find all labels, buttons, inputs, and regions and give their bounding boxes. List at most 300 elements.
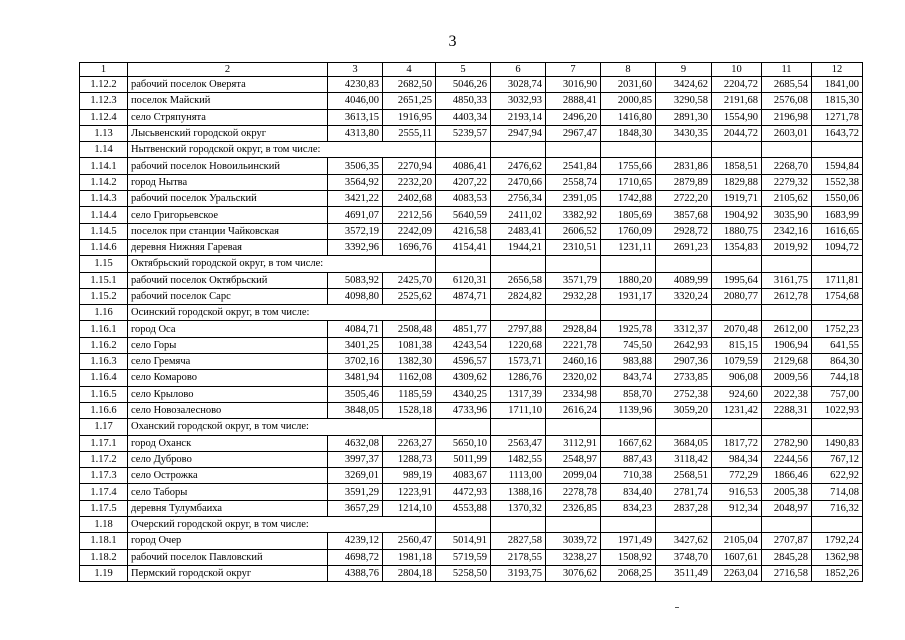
empty-cell bbox=[762, 517, 812, 533]
empty-cell bbox=[712, 419, 762, 435]
value-cell: 1805,69 bbox=[601, 207, 656, 223]
header-cell: 10 bbox=[712, 63, 762, 77]
value-cell: 1490,83 bbox=[812, 435, 863, 451]
section-title: Очерский городской округ, в том числе: bbox=[128, 517, 436, 533]
value-cell: 1185,59 bbox=[383, 386, 436, 402]
header-cell: 5 bbox=[436, 63, 491, 77]
value-cell: 1594,84 bbox=[812, 158, 863, 174]
value-cell: 834,40 bbox=[601, 484, 656, 500]
header-cell: 1 bbox=[80, 63, 128, 77]
row-code: 1.17 bbox=[80, 419, 128, 435]
value-cell: 2891,30 bbox=[656, 109, 712, 125]
value-cell: 1754,68 bbox=[812, 288, 863, 304]
value-cell: 4388,76 bbox=[328, 565, 383, 581]
value-cell: 1079,59 bbox=[712, 354, 762, 370]
value-cell: 2733,85 bbox=[656, 370, 712, 386]
value-cell: 1760,09 bbox=[601, 223, 656, 239]
value-cell: 757,00 bbox=[812, 386, 863, 402]
value-cell: 2470,66 bbox=[491, 174, 546, 190]
value-cell: 3657,29 bbox=[328, 500, 383, 516]
section-row bbox=[80, 517, 863, 533]
row-name: город Оса bbox=[128, 321, 328, 337]
value-cell: 6120,31 bbox=[436, 272, 491, 288]
row-code: 1.17.2 bbox=[80, 451, 128, 467]
value-cell: 716,32 bbox=[812, 500, 863, 516]
row-name: село Григорьевское bbox=[128, 207, 328, 223]
value-cell: 2129,68 bbox=[762, 354, 812, 370]
value-cell: 3511,49 bbox=[656, 565, 712, 581]
value-cell: 4239,12 bbox=[328, 533, 383, 549]
table-row bbox=[80, 109, 863, 125]
row-code: 1.14.5 bbox=[80, 223, 128, 239]
value-cell: 2022,38 bbox=[762, 386, 812, 402]
value-cell: 1925,78 bbox=[601, 321, 656, 337]
header-cell: 4 bbox=[383, 63, 436, 77]
row-code: 1.17.3 bbox=[80, 468, 128, 484]
row-name: село Новозалесново bbox=[128, 402, 328, 418]
row-code: 1.16.6 bbox=[80, 402, 128, 418]
empty-cell bbox=[656, 517, 712, 533]
value-cell: 3032,93 bbox=[491, 93, 546, 109]
table-row bbox=[80, 484, 863, 500]
value-cell: 2204,72 bbox=[712, 77, 762, 93]
empty-cell bbox=[812, 517, 863, 533]
value-cell: 1162,08 bbox=[383, 370, 436, 386]
value-cell: 2525,62 bbox=[383, 288, 436, 304]
value-cell: 2334,98 bbox=[546, 386, 601, 402]
value-cell: 815,15 bbox=[712, 337, 762, 353]
value-cell: 3392,96 bbox=[328, 239, 383, 255]
value-cell: 1113,00 bbox=[491, 468, 546, 484]
section-title: Оханский городской округ, в том числе: bbox=[128, 419, 436, 435]
table-row bbox=[80, 549, 863, 565]
value-cell: 2476,62 bbox=[491, 158, 546, 174]
value-cell: 4207,22 bbox=[436, 174, 491, 190]
value-cell: 1370,32 bbox=[491, 500, 546, 516]
value-cell: 1643,72 bbox=[812, 125, 863, 141]
value-cell: 1916,95 bbox=[383, 109, 436, 125]
value-cell: 2483,41 bbox=[491, 223, 546, 239]
value-cell: 2009,56 bbox=[762, 370, 812, 386]
value-cell: 2460,16 bbox=[546, 354, 601, 370]
value-cell: 983,88 bbox=[601, 354, 656, 370]
value-cell: 2278,78 bbox=[546, 484, 601, 500]
value-cell: 3427,62 bbox=[656, 533, 712, 549]
value-cell: 767,12 bbox=[812, 451, 863, 467]
value-cell: 4230,83 bbox=[328, 77, 383, 93]
value-cell: 1482,55 bbox=[491, 451, 546, 467]
page-number: 3 bbox=[448, 33, 457, 50]
value-cell: 1616,65 bbox=[812, 223, 863, 239]
row-code: 1.19 bbox=[80, 565, 128, 581]
value-cell: 1815,30 bbox=[812, 93, 863, 109]
value-cell: 2907,36 bbox=[656, 354, 712, 370]
value-cell: 1710,65 bbox=[601, 174, 656, 190]
table-row bbox=[80, 451, 863, 467]
value-cell: 1752,23 bbox=[812, 321, 863, 337]
value-cell: 3421,22 bbox=[328, 191, 383, 207]
row-name: рабочий поселок Октябрьский bbox=[128, 272, 328, 288]
value-cell: 1388,16 bbox=[491, 484, 546, 500]
value-cell: 2722,20 bbox=[656, 191, 712, 207]
value-cell: 3564,92 bbox=[328, 174, 383, 190]
value-cell: 4083,53 bbox=[436, 191, 491, 207]
row-code: 1.15 bbox=[80, 256, 128, 272]
empty-cell bbox=[491, 517, 546, 533]
value-cell: 1711,10 bbox=[491, 402, 546, 418]
value-cell: 858,70 bbox=[601, 386, 656, 402]
value-cell: 4083,67 bbox=[436, 468, 491, 484]
value-cell: 1858,51 bbox=[712, 158, 762, 174]
value-cell: 4472,93 bbox=[436, 484, 491, 500]
value-cell: 4596,57 bbox=[436, 354, 491, 370]
value-cell: 4698,72 bbox=[328, 549, 383, 565]
value-cell: 1223,91 bbox=[383, 484, 436, 500]
value-cell: 4874,71 bbox=[436, 288, 491, 304]
value-cell: 2105,04 bbox=[712, 533, 762, 549]
column-number-row bbox=[80, 63, 863, 77]
section-title: Октябрьский городской округ, в том числе: bbox=[128, 256, 436, 272]
value-cell: 3848,05 bbox=[328, 402, 383, 418]
table-row bbox=[80, 337, 863, 353]
value-cell: 4309,62 bbox=[436, 370, 491, 386]
header-cell: 12 bbox=[812, 63, 863, 77]
row-name: село Дуброво bbox=[128, 451, 328, 467]
row-name: Пермский городской округ bbox=[128, 565, 328, 581]
empty-cell bbox=[601, 256, 656, 272]
value-cell: 2263,04 bbox=[712, 565, 762, 581]
value-cell: 1550,06 bbox=[812, 191, 863, 207]
row-name: село Крылово bbox=[128, 386, 328, 402]
value-cell: 1271,78 bbox=[812, 109, 863, 125]
value-cell: 3613,15 bbox=[328, 109, 383, 125]
empty-cell bbox=[491, 419, 546, 435]
value-cell: 3430,35 bbox=[656, 125, 712, 141]
value-cell: 1852,26 bbox=[812, 565, 863, 581]
value-cell: 3320,24 bbox=[656, 288, 712, 304]
value-cell: 2756,34 bbox=[491, 191, 546, 207]
row-code: 1.16.3 bbox=[80, 354, 128, 370]
value-cell: 4632,08 bbox=[328, 435, 383, 451]
empty-cell bbox=[601, 419, 656, 435]
value-cell: 1214,10 bbox=[383, 500, 436, 516]
empty-cell bbox=[812, 305, 863, 321]
section-row bbox=[80, 305, 863, 321]
empty-cell bbox=[601, 142, 656, 158]
value-cell: 3481,94 bbox=[328, 370, 383, 386]
value-cell: 4553,88 bbox=[436, 500, 491, 516]
value-cell: 2391,05 bbox=[546, 191, 601, 207]
value-cell: 1931,17 bbox=[601, 288, 656, 304]
row-code: 1.14 bbox=[80, 142, 128, 158]
value-cell: 4313,80 bbox=[328, 125, 383, 141]
value-cell: 2191,68 bbox=[712, 93, 762, 109]
row-code: 1.13 bbox=[80, 125, 128, 141]
row-code: 1.15.1 bbox=[80, 272, 128, 288]
section-row bbox=[80, 419, 863, 435]
value-cell: 641,55 bbox=[812, 337, 863, 353]
row-name: Лысьвенский городской округ bbox=[128, 125, 328, 141]
value-cell: 1094,72 bbox=[812, 239, 863, 255]
value-cell: 1288,73 bbox=[383, 451, 436, 467]
header-cell: 3 bbox=[328, 63, 383, 77]
value-cell: 1711,81 bbox=[812, 272, 863, 288]
value-cell: 2508,48 bbox=[383, 321, 436, 337]
value-cell: 912,34 bbox=[712, 500, 762, 516]
value-cell: 4733,96 bbox=[436, 402, 491, 418]
row-name: город Оханск bbox=[128, 435, 328, 451]
row-code: 1.18.1 bbox=[80, 533, 128, 549]
value-cell: 924,60 bbox=[712, 386, 762, 402]
row-code: 1.12.3 bbox=[80, 93, 128, 109]
value-cell: 2244,56 bbox=[762, 451, 812, 467]
value-cell: 3591,29 bbox=[328, 484, 383, 500]
value-cell: 2558,74 bbox=[546, 174, 601, 190]
value-cell: 1382,30 bbox=[383, 354, 436, 370]
value-cell: 3572,19 bbox=[328, 223, 383, 239]
table-row bbox=[80, 402, 863, 418]
tariff-table bbox=[79, 62, 863, 582]
value-cell: 2270,94 bbox=[383, 158, 436, 174]
empty-cell bbox=[762, 305, 812, 321]
row-code: 1.12.4 bbox=[80, 109, 128, 125]
value-cell: 2105,62 bbox=[762, 191, 812, 207]
value-cell: 5083,92 bbox=[328, 272, 383, 288]
value-cell: 4403,34 bbox=[436, 109, 491, 125]
empty-cell bbox=[656, 256, 712, 272]
value-cell: 916,53 bbox=[712, 484, 762, 500]
empty-cell bbox=[601, 305, 656, 321]
row-code: 1.14.1 bbox=[80, 158, 128, 174]
row-name: рабочий поселок Новоильинский bbox=[128, 158, 328, 174]
value-cell: 2967,47 bbox=[546, 125, 601, 141]
value-cell: 4340,25 bbox=[436, 386, 491, 402]
value-cell: 2824,82 bbox=[491, 288, 546, 304]
value-cell: 5046,26 bbox=[436, 77, 491, 93]
section-row bbox=[80, 142, 863, 158]
value-cell: 1607,61 bbox=[712, 549, 762, 565]
row-name: село Стряпунята bbox=[128, 109, 328, 125]
value-cell: 2831,86 bbox=[656, 158, 712, 174]
value-cell: 2642,93 bbox=[656, 337, 712, 353]
value-cell: 2879,89 bbox=[656, 174, 712, 190]
row-name: деревня Тулумбаиха bbox=[128, 500, 328, 516]
value-cell: 2928,84 bbox=[546, 321, 601, 337]
value-cell: 1022,93 bbox=[812, 402, 863, 418]
value-cell: 2651,25 bbox=[383, 93, 436, 109]
value-cell: 4216,58 bbox=[436, 223, 491, 239]
empty-cell bbox=[436, 142, 491, 158]
row-code: 1.16.4 bbox=[80, 370, 128, 386]
value-cell: 1683,99 bbox=[812, 207, 863, 223]
row-code: 1.15.2 bbox=[80, 288, 128, 304]
value-cell: 622,92 bbox=[812, 468, 863, 484]
empty-cell bbox=[546, 517, 601, 533]
row-code: 1.14.3 bbox=[80, 191, 128, 207]
value-cell: 2263,27 bbox=[383, 435, 436, 451]
empty-cell bbox=[491, 305, 546, 321]
row-code: 1.16.1 bbox=[80, 321, 128, 337]
value-cell: 2656,58 bbox=[491, 272, 546, 288]
table-row bbox=[80, 500, 863, 516]
value-cell: 2932,28 bbox=[546, 288, 601, 304]
value-cell: 2000,85 bbox=[601, 93, 656, 109]
value-cell: 1817,72 bbox=[712, 435, 762, 451]
value-cell: 3997,37 bbox=[328, 451, 383, 467]
value-cell: 2099,04 bbox=[546, 468, 601, 484]
section-row bbox=[80, 256, 863, 272]
value-cell: 2279,32 bbox=[762, 174, 812, 190]
value-cell: 2568,51 bbox=[656, 468, 712, 484]
value-cell: 4084,71 bbox=[328, 321, 383, 337]
value-cell: 1573,71 bbox=[491, 354, 546, 370]
value-cell: 5014,91 bbox=[436, 533, 491, 549]
table-row bbox=[80, 93, 863, 109]
value-cell: 3035,90 bbox=[762, 207, 812, 223]
value-cell: 1995,64 bbox=[712, 272, 762, 288]
value-cell: 4098,80 bbox=[328, 288, 383, 304]
value-cell: 1667,62 bbox=[601, 435, 656, 451]
empty-cell bbox=[712, 142, 762, 158]
table-row bbox=[80, 386, 863, 402]
value-cell: 1231,42 bbox=[712, 402, 762, 418]
empty-cell bbox=[546, 142, 601, 158]
value-cell: 3312,37 bbox=[656, 321, 712, 337]
value-cell: 3238,27 bbox=[546, 549, 601, 565]
empty-cell bbox=[762, 142, 812, 158]
table-row bbox=[80, 468, 863, 484]
value-cell: 772,29 bbox=[712, 468, 762, 484]
value-cell: 1906,94 bbox=[762, 337, 812, 353]
value-cell: 714,08 bbox=[812, 484, 863, 500]
value-cell: 1554,90 bbox=[712, 109, 762, 125]
value-cell: 2320,02 bbox=[546, 370, 601, 386]
value-cell: 2804,18 bbox=[383, 565, 436, 581]
value-cell: 2612,00 bbox=[762, 321, 812, 337]
value-cell: 1528,18 bbox=[383, 402, 436, 418]
empty-cell bbox=[491, 142, 546, 158]
table-row bbox=[80, 77, 863, 93]
row-name: рабочий поселок Павловский bbox=[128, 549, 328, 565]
row-code: 1.16.5 bbox=[80, 386, 128, 402]
empty-cell bbox=[491, 256, 546, 272]
header-cell: 9 bbox=[656, 63, 712, 77]
value-cell: 1220,68 bbox=[491, 337, 546, 353]
empty-cell bbox=[436, 419, 491, 435]
value-cell: 745,50 bbox=[601, 337, 656, 353]
row-code: 1.17.1 bbox=[80, 435, 128, 451]
empty-cell bbox=[436, 517, 491, 533]
value-cell: 2242,09 bbox=[383, 223, 436, 239]
value-cell: 1286,76 bbox=[491, 370, 546, 386]
table-row bbox=[80, 223, 863, 239]
row-name: село Острожка bbox=[128, 468, 328, 484]
table-row bbox=[80, 174, 863, 190]
value-cell: 2691,23 bbox=[656, 239, 712, 255]
value-cell: 710,38 bbox=[601, 468, 656, 484]
section-title: Нытвенский городской округ, в том числе: bbox=[128, 142, 436, 158]
table-row bbox=[80, 125, 863, 141]
value-cell: 1829,88 bbox=[712, 174, 762, 190]
row-code: 1.14.4 bbox=[80, 207, 128, 223]
empty-cell bbox=[656, 305, 712, 321]
empty-cell bbox=[812, 142, 863, 158]
row-code: 1.17.4 bbox=[80, 484, 128, 500]
value-cell: 1354,83 bbox=[712, 239, 762, 255]
row-name: село Гремяча bbox=[128, 354, 328, 370]
empty-cell bbox=[436, 256, 491, 272]
value-cell: 3401,25 bbox=[328, 337, 383, 353]
header-cell: 2 bbox=[128, 63, 328, 77]
table-row bbox=[80, 565, 863, 581]
value-cell: 1904,92 bbox=[712, 207, 762, 223]
value-cell: 989,19 bbox=[383, 468, 436, 484]
value-cell: 2752,38 bbox=[656, 386, 712, 402]
value-cell: 2031,60 bbox=[601, 77, 656, 93]
value-cell: 3269,01 bbox=[328, 468, 383, 484]
value-cell: 3748,70 bbox=[656, 549, 712, 565]
value-cell: 2612,78 bbox=[762, 288, 812, 304]
stray-mark bbox=[675, 607, 679, 608]
row-code: 1.14.6 bbox=[80, 239, 128, 255]
empty-cell bbox=[436, 305, 491, 321]
value-cell: 5258,50 bbox=[436, 565, 491, 581]
table-row bbox=[80, 239, 863, 255]
value-cell: 2782,90 bbox=[762, 435, 812, 451]
value-cell: 5719,59 bbox=[436, 549, 491, 565]
value-cell: 4691,07 bbox=[328, 207, 383, 223]
value-cell: 2326,85 bbox=[546, 500, 601, 516]
value-cell: 2616,24 bbox=[546, 402, 601, 418]
value-cell: 3702,16 bbox=[328, 354, 383, 370]
value-cell: 2178,55 bbox=[491, 549, 546, 565]
value-cell: 2221,78 bbox=[546, 337, 601, 353]
value-cell: 3112,91 bbox=[546, 435, 601, 451]
value-cell: 3118,42 bbox=[656, 451, 712, 467]
value-cell: 2716,58 bbox=[762, 565, 812, 581]
value-cell: 2576,08 bbox=[762, 93, 812, 109]
row-code: 1.16 bbox=[80, 305, 128, 321]
value-cell: 2068,25 bbox=[601, 565, 656, 581]
value-cell: 3290,58 bbox=[656, 93, 712, 109]
value-cell: 2560,47 bbox=[383, 533, 436, 549]
value-cell: 4089,99 bbox=[656, 272, 712, 288]
table-row bbox=[80, 158, 863, 174]
value-cell: 744,18 bbox=[812, 370, 863, 386]
header-cell: 6 bbox=[491, 63, 546, 77]
value-cell: 2707,87 bbox=[762, 533, 812, 549]
value-cell: 2411,02 bbox=[491, 207, 546, 223]
table-row bbox=[80, 354, 863, 370]
value-cell: 1866,46 bbox=[762, 468, 812, 484]
value-cell: 2005,38 bbox=[762, 484, 812, 500]
row-code: 1.12.2 bbox=[80, 77, 128, 93]
value-cell: 1971,49 bbox=[601, 533, 656, 549]
empty-cell bbox=[762, 419, 812, 435]
table-row bbox=[80, 435, 863, 451]
table-body bbox=[80, 63, 863, 582]
value-cell: 1742,88 bbox=[601, 191, 656, 207]
value-cell: 2496,20 bbox=[546, 109, 601, 125]
value-cell: 2682,50 bbox=[383, 77, 436, 93]
empty-cell bbox=[656, 419, 712, 435]
value-cell: 2797,88 bbox=[491, 321, 546, 337]
value-cell: 2827,58 bbox=[491, 533, 546, 549]
empty-cell bbox=[546, 419, 601, 435]
value-cell: 4850,33 bbox=[436, 93, 491, 109]
value-cell: 2048,97 bbox=[762, 500, 812, 516]
value-cell: 3028,74 bbox=[491, 77, 546, 93]
